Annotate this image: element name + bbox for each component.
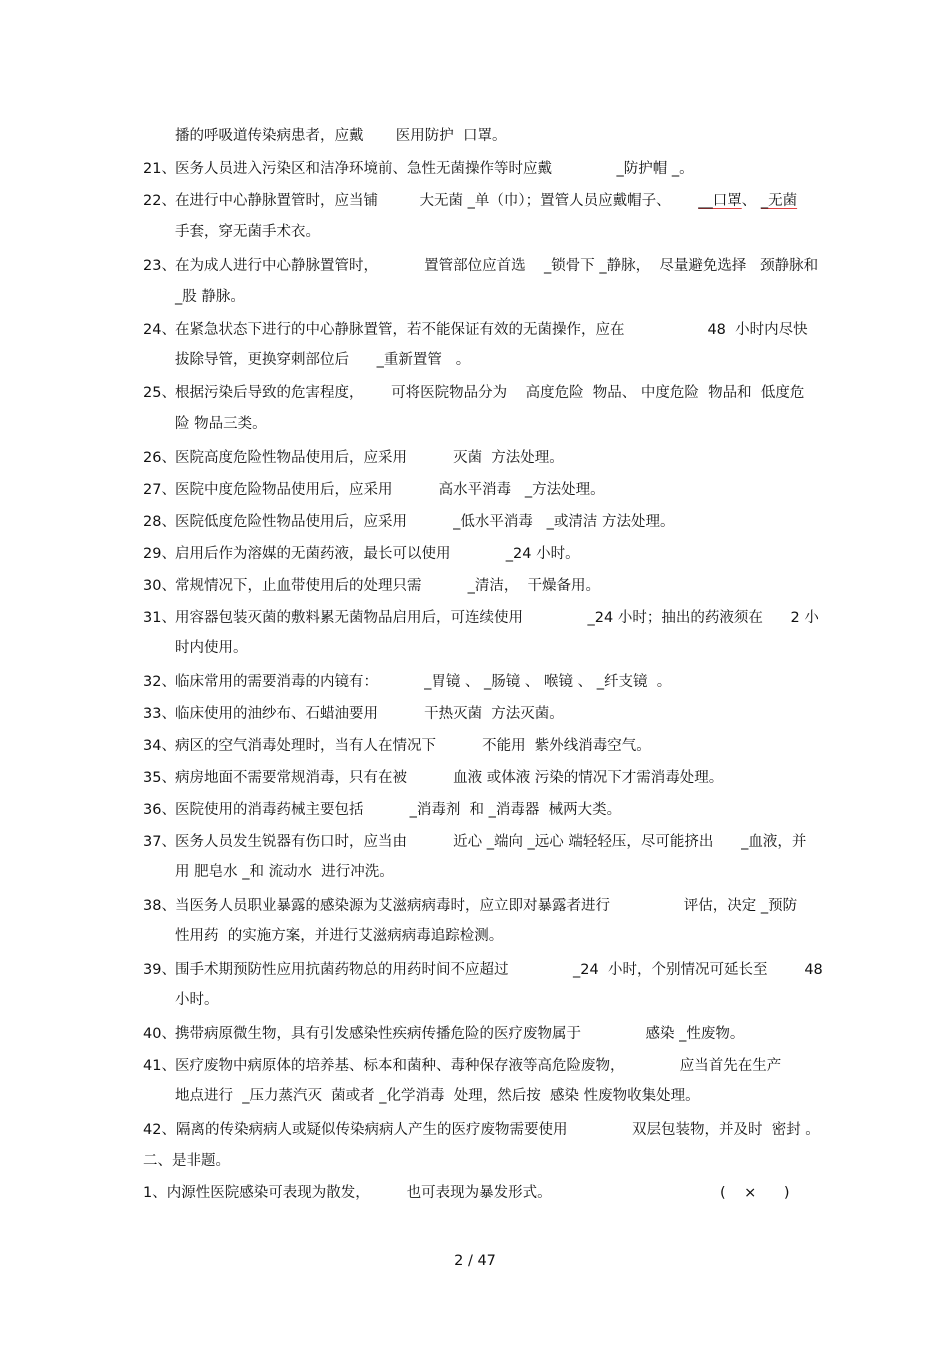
red-underline-answer: __口罩 [698,193,742,209]
page-number: 2 / 47 [454,1253,496,1269]
red-underline-answer: _无菌 [760,193,798,209]
answer-bracket: ( × ) [720,1185,790,1201]
